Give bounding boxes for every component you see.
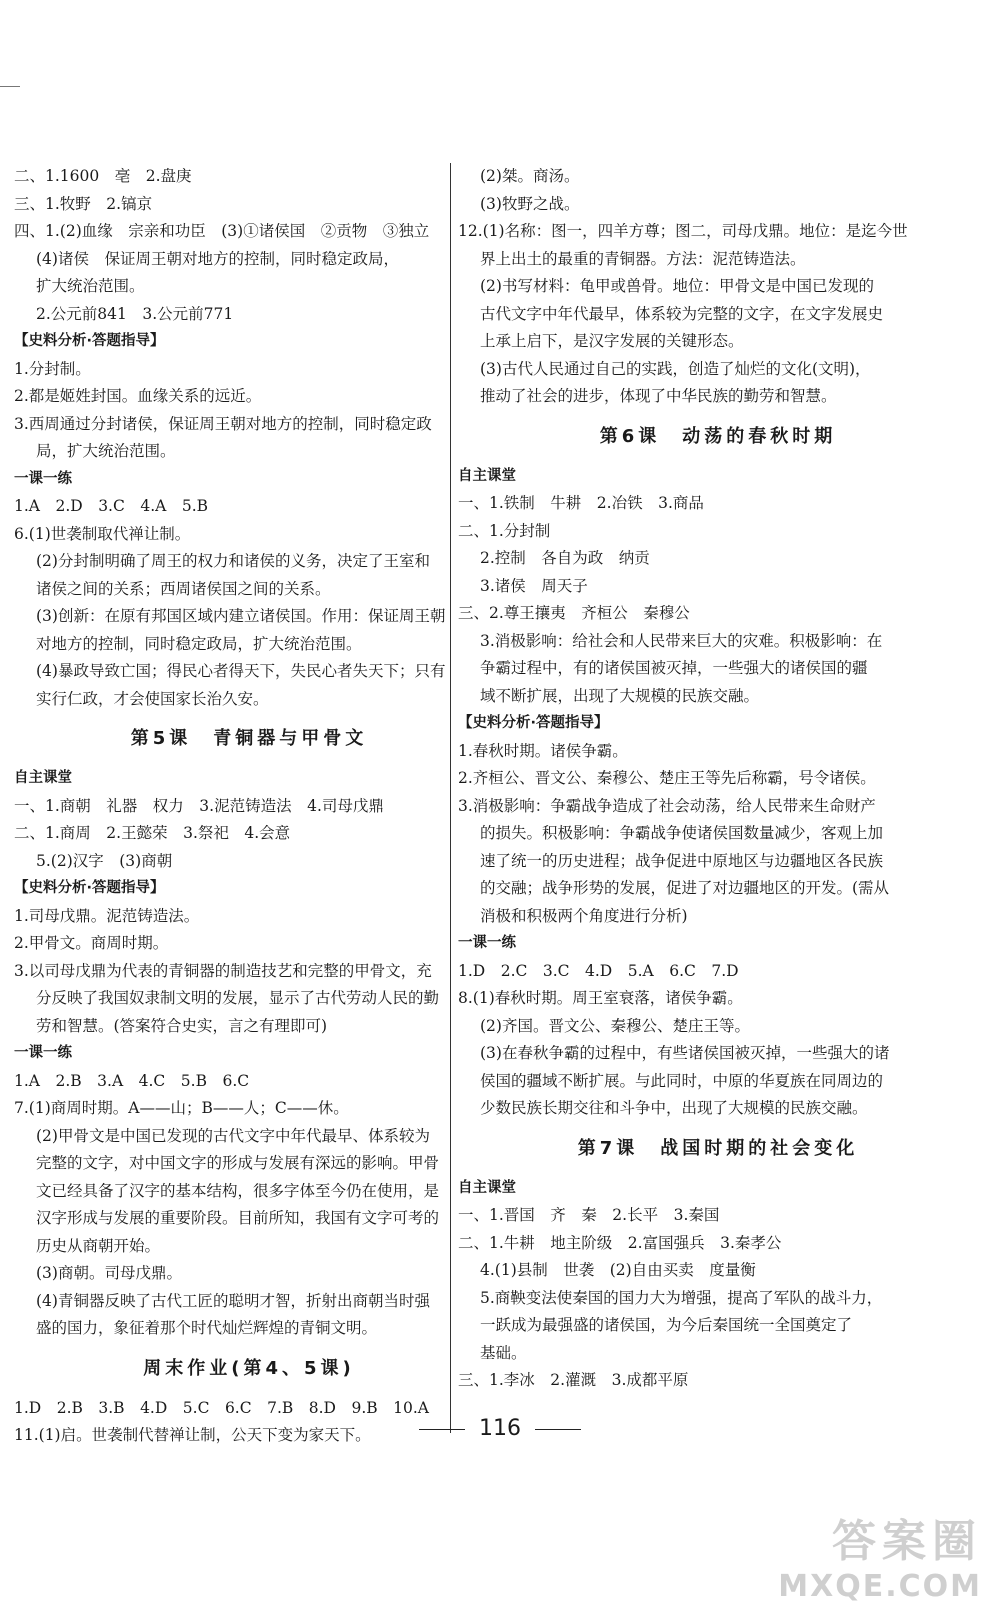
answer-line: 扩大统治范围。 <box>36 277 145 295</box>
answer-line: 1.A 2.B 3.A 4.C 5.B 6.C <box>14 1071 250 1090</box>
answer-line: 文已经具备了汉字的基本结构，很多字体至今仍在使用，是 <box>36 1181 440 1200</box>
section-heading: 一课一练 <box>14 470 72 487</box>
answer-line: 汉字形成与发展的重要阶段。目前所知，我国有文字可考的 <box>36 1209 440 1227</box>
answer-line: (2)桀。商汤。 <box>480 167 580 185</box>
footer-rule-left <box>419 1429 465 1430</box>
answer-line: (4)青铜器反映了古代工匠的聪明才智，折射出商朝当时强 <box>36 1291 430 1310</box>
answer-line: 三、1.牧野 2.镐京 <box>14 194 153 213</box>
section-heading: 自主课堂 <box>458 467 516 484</box>
answer-line: 局，扩大统治范围。 <box>36 442 176 460</box>
section-heading: 自主课堂 <box>458 1179 516 1196</box>
answer-line: 3.消极影响：给社会和人民带来巨大的灾难。积极影响：在 <box>480 631 883 650</box>
answer-line: 二、1.分封制 <box>458 521 551 540</box>
answer-line: 实行仁政，才会使国家长治久安。 <box>36 689 269 708</box>
answer-line: 11.(1)启。世袭制代替禅让制，公天下变为家天下。 <box>14 1426 371 1444</box>
answer-line: 1.司母戊鼎。泥范铸造法。 <box>14 906 200 925</box>
answer-line: 一、1.晋国 齐 秦 2.长平 3.秦国 <box>458 1206 720 1224</box>
answer-line: 一、1.铁制 牛耕 2.冶铁 3.商品 <box>458 494 704 512</box>
answer-line: 二、1.牛耕 地主阶级 2.富国强兵 3.秦孝公 <box>458 1233 782 1252</box>
answer-line: 3.消极影响：争霸战争造成了社会动荡，给人民带来生命财产 <box>458 796 876 815</box>
answer-line: 3.西周通过分封诸侯，保证周王朝对地方的控制，同时稳定政 <box>14 414 432 433</box>
answer-line: 3.诸侯 周天子 <box>480 576 588 595</box>
answer-line: 3.以司母戊鼎为代表的青铜器的制造技艺和完整的甲骨文，充 <box>14 961 432 980</box>
answer-line: 1.A 2.D 3.C 4.A 5.B <box>14 497 209 515</box>
answer-line: 7.(1)商周时期。A——山；B——人；C——休。 <box>14 1099 349 1117</box>
answer-line: 5.商鞅变法使秦国的国力大为增强，提高了军队的战斗力， <box>480 1288 883 1307</box>
answer-line: (3)牧野之战。 <box>480 194 580 213</box>
section-heading: 【史料分析·答题指导】 <box>14 333 165 349</box>
watermark-logo-text: 答案圈 <box>832 1516 982 1567</box>
section-heading: 【史料分析·答题指导】 <box>14 880 165 896</box>
answer-line: 二、1.商周 2.王懿荣 3.祭祀 4.会意 <box>14 824 291 842</box>
answer-line: (2)甲骨文是中国已发现的古代文字中年代最早、体系较为 <box>36 1126 430 1145</box>
answer-line: 6.(1)世袭制取代禅让制。 <box>14 524 191 543</box>
answer-line: 1.分封制。 <box>14 359 91 378</box>
answer-line: 2.公元前841 3.公元前771 <box>36 304 234 323</box>
section-heading: 自主课堂 <box>14 770 72 786</box>
answer-line: 侯国的疆域不断扩展。与此同时，中原的华夏族在同周边的 <box>480 1071 884 1090</box>
answer-line: 基础。 <box>480 1343 527 1362</box>
page-number: 116 <box>479 1416 521 1441</box>
answer-line: 12.(1)名称：图一，四羊方尊；图二，司母戊鼎。地位：是迄今世 <box>458 222 908 240</box>
answer-line: (4)暴政导致亡国；得民心者得天下，失民心者失天下；只有 <box>36 662 446 680</box>
top-margin-mark <box>0 86 20 87</box>
answer-line: 一跃成为最强盛的诸侯国，为今后秦国统一全国奠定了 <box>480 1316 853 1334</box>
answer-line: (4)诸侯 保证周王朝对地方的控制，同时稳定政局， <box>36 249 399 268</box>
answer-line: 对地方的控制，同时稳定政局，扩大统治范围。 <box>36 634 362 653</box>
answer-line: 2.齐桓公、晋文公、秦穆公、楚庄王等先后称霸，号令诸侯。 <box>458 769 876 787</box>
answer-line: 消极和积极两个角度进行分析) <box>480 906 688 925</box>
answer-line: 二、1.1600 亳 2.盘庚 <box>14 167 192 185</box>
answer-line: 盛的国力，象征着那个时代灿烂辉煌的青铜文明。 <box>36 1319 378 1337</box>
answer-line: (3)创新：在原有邦国区域内建立诸侯国。作用：保证周王朝 <box>36 607 446 625</box>
answer-line: (2)书写材料：龟甲或兽骨。地位：甲骨文是中国已发现的 <box>480 277 874 295</box>
column-divider <box>450 163 451 1433</box>
right-column <box>458 163 978 1395</box>
answer-line: (3)古代人民通过自己的实践，创造了灿烂的文化(文明)， <box>480 359 871 378</box>
answer-line: (2)齐国。晋文公、秦穆公、楚庄王等。 <box>480 1016 750 1035</box>
answer-line: 域不断扩展，出现了大规模的民族交融。 <box>480 686 760 705</box>
answer-line: 2.甲骨文。商周时期。 <box>14 934 169 952</box>
answer-line: 劳和智慧。(答案符合史实，言之有理即可) <box>36 1016 328 1035</box>
left-column <box>14 163 484 1450</box>
answer-line: 1.D 2.B 3.B 4.D 5.C 6.C 7.B 8.D 9.B 10.A <box>14 1398 430 1417</box>
footer-rule-right <box>535 1429 581 1430</box>
section-heading: 一课一练 <box>14 1045 72 1061</box>
answer-line: 历史从商朝开始。 <box>36 1236 161 1255</box>
answer-line: 一、1.商朝 礼器 权力 3.泥范铸造法 4.司母戊鼎 <box>14 796 384 815</box>
answer-line: 分反映了我国奴隶制文明的发展，显示了古代劳动人民的勤 <box>36 989 440 1007</box>
answer-line: (3)在春秋争霸的过程中，有些诸侯国被灭掉，一些强大的诸 <box>480 1044 890 1062</box>
answer-line: 1.春秋时期。诸侯争霸。 <box>458 741 628 760</box>
answer-line: 上承上启下，是汉字发展的关键形态。 <box>480 332 744 350</box>
answer-line: 诸侯之间的关系；西周诸侯国之间的关系。 <box>36 579 331 598</box>
answer-line: 古代文字中年代最早，体系较为完整的文字，在文字发展史 <box>480 304 884 323</box>
lesson-title: 第7课 战国时期的社会变化 <box>577 1137 859 1159</box>
answer-line: 4.(1)县制 世袭 (2)自由买卖 度量衡 <box>480 1261 756 1279</box>
answer-line: 三、1.李冰 2.灌溉 3.成都平原 <box>458 1371 689 1389</box>
answer-line: 少数民族长期交往和斗争中，出现了大规模的民族交融。 <box>480 1099 868 1117</box>
answer-line: 速了统一的历史进程；战争促进中原地区与边疆地区各民族 <box>480 851 884 870</box>
answer-line: 2.都是姬姓封国。血缘关系的远近。 <box>14 387 262 405</box>
watermark-url: MXQE.COM <box>778 1569 982 1604</box>
lesson-title: 周末作业(第4、5课) <box>143 1357 355 1379</box>
answer-line: 5.(2)汉字 (3)商朝 <box>36 851 173 870</box>
answer-line: 的损失。积极影响：争霸战争使诸侯国数量减少，客观上加 <box>480 824 884 842</box>
answer-line: (2)分封制明确了周王的权力和诸侯的义务，决定了王室和 <box>36 552 430 570</box>
section-heading: 【史料分析·答题指导】 <box>458 715 609 731</box>
answer-line: 2.控制 各自为政 纳贡 <box>480 549 650 567</box>
lesson-title: 第6课 动荡的春秋时期 <box>599 425 837 447</box>
answer-line: 的交融；战争形势的发展，促进了对边疆地区的开发。(需从 <box>480 879 890 897</box>
answer-line: 争霸过程中，有的诸侯国被灭掉，一些强大的诸侯国的疆 <box>480 659 868 677</box>
answer-line: 8.(1)春秋时期。周王室衰落，诸侯争霸。 <box>458 989 743 1007</box>
answer-line: (3)商朝。司母戊鼎。 <box>36 1264 182 1282</box>
watermark <box>778 1505 982 1604</box>
answer-line: 三、2.尊王攘夷 齐桓公 秦穆公 <box>458 604 690 622</box>
section-heading: 一课一练 <box>458 935 516 951</box>
lesson-title: 第5课 青铜器与甲骨文 <box>130 728 368 749</box>
answer-line: 完整的文字，对中国文字的形成与发展有深远的影响。甲骨 <box>36 1154 440 1172</box>
answer-line: 1.D 2.C 3.C 4.D 5.A 6.C 7.D <box>458 961 739 980</box>
answer-line: 界上出土的最重的青铜器。方法：泥范铸造法。 <box>480 249 806 268</box>
answer-line: 推动了社会的进步，体现了中华民族的勤劳和智慧。 <box>480 387 837 405</box>
page-number-footer <box>0 1416 1000 1441</box>
answer-line: 四、1.(2)血缘 宗亲和功臣 (3)①诸侯国 ②贡物 ③独立 <box>14 222 430 240</box>
